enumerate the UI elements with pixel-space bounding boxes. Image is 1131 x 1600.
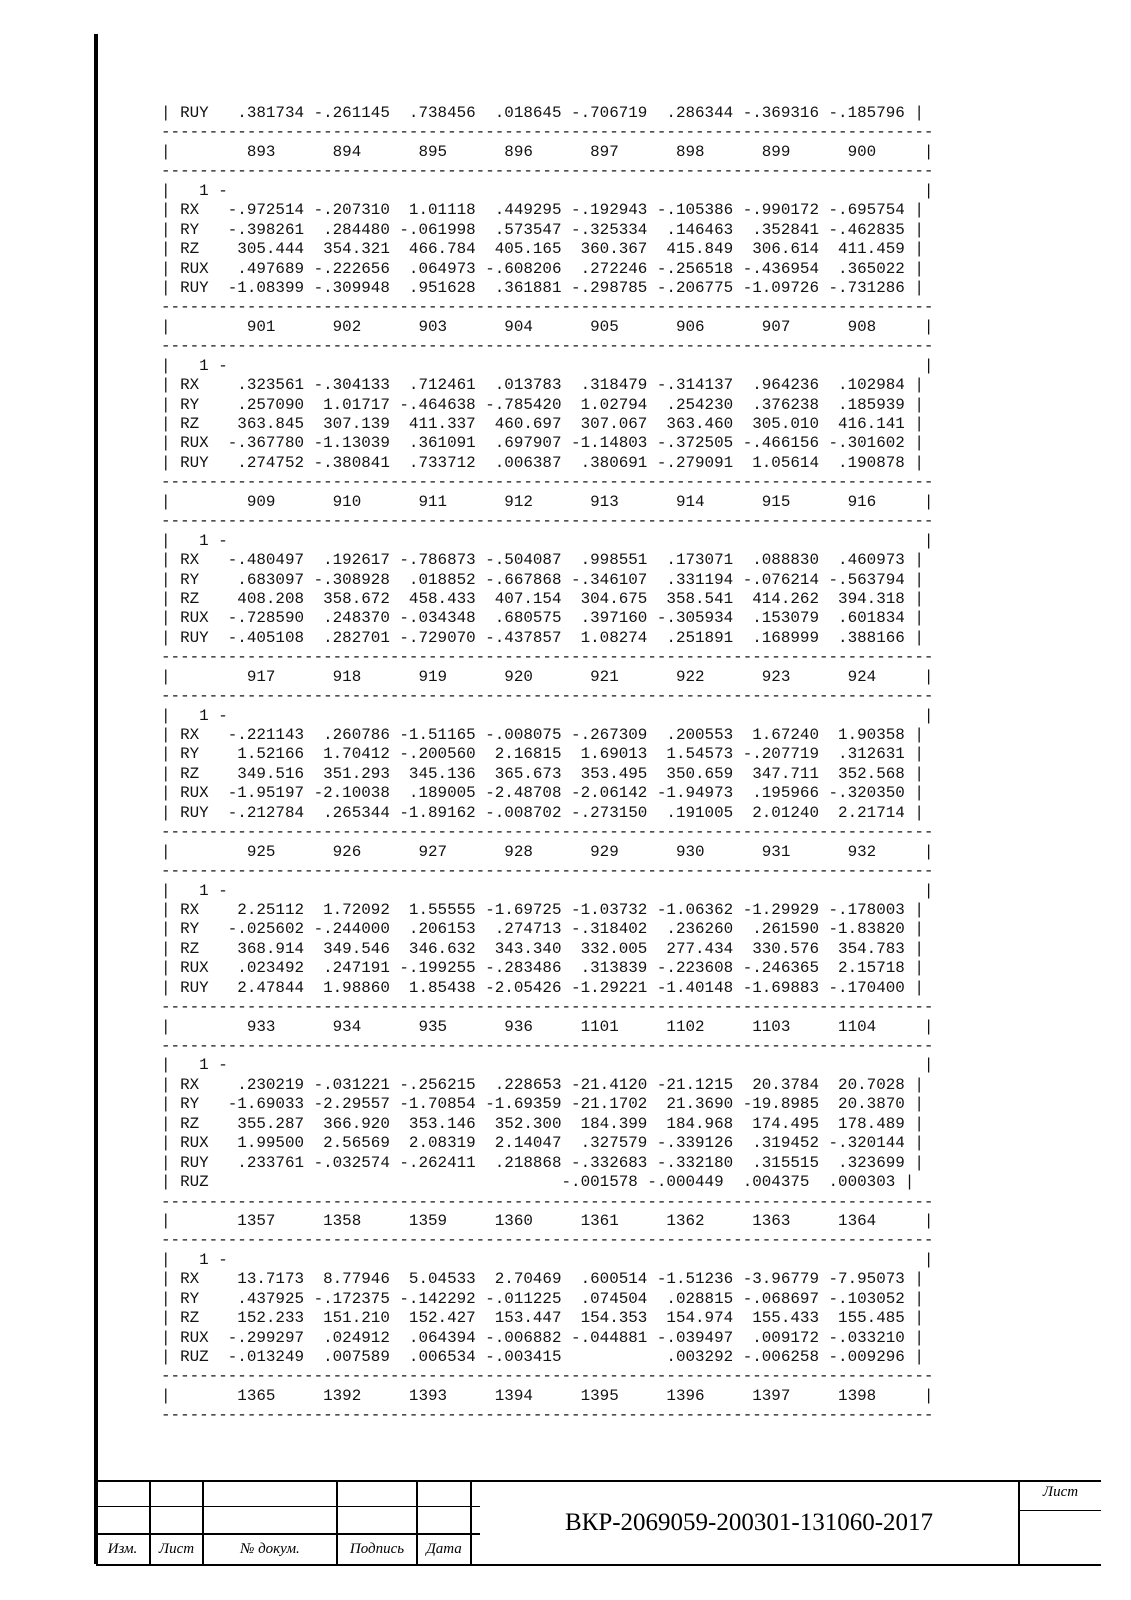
listing-line: | RY -.025602 -.244000 .206153 .274713 -.318402 .236260 .261590 -1.83820 | <box>161 920 924 939</box>
listing-line: --------------------------------------------------------------------------------- <box>161 998 934 1017</box>
listing-line: | RY .437925 -.172375 -.142292 -.011225 .074504 .028815 -.068697 -.103052 | <box>161 1289 924 1308</box>
title-block <box>96 1480 1101 1566</box>
listing-line: | RZ 349.516 351.293 345.136 365.673 353.495 350.659 347.711 352.568 | <box>161 764 924 783</box>
listing-line: | 917 918 919 920 921 922 923 924 | <box>161 667 934 686</box>
listing-line: | 1357 1358 1359 1360 1361 1362 1363 1364 | <box>161 1211 934 1230</box>
listing-line: | RUX .023492 .247191 -.199255 -.283486 .313839 -.223608 -.246365 2.15718 | <box>161 959 924 978</box>
listing-line: | RUY .274752 -.380841 .733712 .006387 .380691 -.279091 1.05614 .190878 | <box>161 453 924 472</box>
listing-line: | 1 - | <box>161 181 934 200</box>
listing-line: | RZ 363.845 307.139 411.337 460.697 307.067 363.460 305.010 416.141 | <box>161 415 924 433</box>
listing-line: | RY -.398261 .284480 -.061998 .573547 -.325334 .146463 .352841 -.462835 | <box>161 220 924 239</box>
listing-line: | 1 - | <box>161 881 934 900</box>
listing-line: --------------------------------------------------------------------------------- <box>161 1231 934 1250</box>
listing-line: | 893 894 895 896 897 898 899 900 | <box>161 142 934 161</box>
listing-line: | RUZ -.001578 -.000449 .004375 .000303 | <box>161 1173 915 1192</box>
output-listing <box>161 104 933 1426</box>
listing-line: | RUY -1.08399 -.309948 .951628 .361881 -.298785 -.206775 -1.09726 -.731286 | <box>161 278 924 297</box>
listing-line: | RUX -.299297 .024912 .064394 -.006882 -.044881 -.039497 .009172 -.033210 | <box>161 1328 924 1347</box>
listing-line: | 925 926 927 928 929 930 931 932 | <box>161 842 934 861</box>
listing-line: | 1 - | <box>161 1056 934 1075</box>
listing-line: --------------------------------------------------------------------------------- <box>161 512 934 531</box>
listing-line: | RUY -.212784 .265344 -1.89162 -.008702 -.273150 .191005 2.01240 2.21714 | <box>161 803 924 822</box>
listing-line: | RZ 408.208 358.672 458.433 407.154 304.675 358.541 414.262 394.318 | <box>161 589 924 608</box>
listing-line: | 909 910 911 912 913 914 915 916 | <box>161 492 934 511</box>
listing-line: --------------------------------------------------------------------------------- <box>161 473 934 492</box>
listing-line: --------------------------------------------------------------------------------- <box>161 687 934 706</box>
listing-line: | RY .683097 -.308928 .018852 -.667868 -.346107 .331194 -.076214 -.563794 | <box>161 570 924 589</box>
stamp-list-label: Лист <box>158 1541 195 1557</box>
listing-line: | RY .257090 1.01717 -.464638 -.785420 1.02794 .254230 .376238 .185939 | <box>161 395 924 414</box>
listing-line: | RX -.480497 .192617 -.786873 -.504087 .998551 .173071 .088830 .460973 | <box>161 551 924 570</box>
listing-line: | RUY 2.47844 1.98860 1.85438 -2.05426 -1.29221 -1.40148 -1.69883 -.170400 | <box>161 978 924 997</box>
listing-line: | 1365 1392 1393 1394 1395 1396 1397 1398 | <box>161 1386 934 1405</box>
listing-line: | RZ 305.444 354.321 466.784 405.165 360.367 415.849 306.614 411.459 | <box>161 240 924 259</box>
listing-line: | RUY -.405108 .282701 -.729070 -.437857 1.08274 .251891 .168999 .388166 | <box>161 628 924 647</box>
listing-line: | RX 13.7173 8.77946 5.04533 2.70469 .600514 -1.51236 -3.96779 -7.95073 | <box>161 1270 924 1289</box>
frame-left-border <box>94 34 98 1564</box>
listing-line: --------------------------------------------------------------------------------- <box>161 1037 934 1055</box>
stamp-doc-number-label: № докум. <box>240 1541 300 1557</box>
listing-line: | 1 - | <box>161 356 934 375</box>
listing-line: --------------------------------------------------------------------------------- <box>161 1192 934 1211</box>
listing-line: | RZ 152.233 151.210 152.427 153.447 154.353 154.974 155.433 155.485 | <box>161 1309 924 1328</box>
listing-line: | RUX -.367780 -1.13039 .361091 .697907 -1.14803 -.372505 -.466156 -.301602 | <box>161 434 924 453</box>
stamp-col-5 <box>470 1480 472 1566</box>
listing-line: --------------------------------------------------------------------------------- <box>161 1367 934 1386</box>
listing-line: | 901 902 903 904 905 906 907 908 | <box>161 317 934 336</box>
stamp-sheet-label: Лист <box>1042 1484 1079 1500</box>
listing-line: | RX -.221143 .260786 -1.51165 -.008075 -.267309 .200553 1.67240 1.90358 | <box>161 726 924 744</box>
listing-line: | RX 2.25112 1.72092 1.55555 -1.69725 -1.03732 -1.06362 -1.29929 -.178003 | <box>161 900 924 919</box>
listing-line: | RY -1.69033 -2.29557 -1.70854 -1.69359 -21.1702 21.3690 -19.8985 20.3870 | <box>161 1095 924 1114</box>
listing-line: | RUX .497689 -.222656 .064973 -.608206 .272246 -.256518 -.436954 .365022 | <box>161 259 924 278</box>
listing-line: | RX .230219 -.031221 -.256215 .228653 -21.4120 -21.1215 20.3784 20.7028 | <box>161 1075 924 1094</box>
listing-line: --------------------------------------------------------------------------------- <box>161 337 934 356</box>
stamp-izm-label: Изм. <box>107 1541 138 1557</box>
listing-line: | RUY .233761 -.032574 -.262411 .218868 -.332683 -.332180 .315515 .323699 | <box>161 1153 924 1172</box>
listing-line: | RUZ -.013249 .007589 .006534 -.003415 .003292 -.006258 -.009296 | <box>161 1348 924 1366</box>
document-code: ВКР-2069059-200301-131060-2017 <box>564 1509 934 1536</box>
stamp-date-label: Дата <box>426 1541 462 1557</box>
listing-line: | 1 - | <box>161 1250 934 1269</box>
listing-line: | 933 934 935 936 1101 1102 1103 1104 | <box>161 1017 934 1036</box>
listing-line: --------------------------------------------------------------------------------- <box>161 162 934 181</box>
listing-line: | RZ 368.914 349.546 346.632 343.340 332.005 277.434 330.576 354.783 | <box>161 939 924 958</box>
listing-line: --------------------------------------------------------------------------------- <box>161 862 934 881</box>
listing-line: | RUX -1.95197 -2.10038 .189005 -2.48708 -2.06142 -1.94973 .195966 -.320350 | <box>161 784 924 803</box>
listing-line: --------------------------------------------------------------------------------- <box>161 298 934 317</box>
listing-line: --------------------------------------------------------------------------------- <box>161 823 934 842</box>
listing-line: --------------------------------------------------------------------------------- <box>161 648 934 667</box>
listing-line: | RUX 1.99500 2.56569 2.08319 2.14047 .327579 -.339126 .319452 -.320144 | <box>161 1134 924 1153</box>
stamp-signature-label: Подпись <box>349 1541 405 1557</box>
listing-line: --------------------------------------------------------------------------------- <box>161 1406 934 1425</box>
listing-line: | RUX -.728590 .248370 -.034348 .680575 .397160 -.305934 .153079 .601834 | <box>161 609 924 628</box>
stamp-line-row1 <box>96 1506 480 1507</box>
listing-line: | 1 - | <box>161 531 934 550</box>
stamp-line-sheet <box>1020 1510 1101 1511</box>
listing-line: | RUY .381734 -.261145 .738456 .018645 -.706719 .286344 -.369316 -.185796 | <box>161 104 924 122</box>
listing-line: | RX -.972514 -.207310 1.01118 .449295 -.192943 -.105386 -.990172 -.695754 | <box>161 201 924 220</box>
listing-line: | RY 1.52166 1.70412 -.200560 2.16815 1.69013 1.54573 -.207719 .312631 | <box>161 745 924 764</box>
listing-line: | RZ 355.287 366.920 353.146 352.300 184.399 184.968 174.495 178.489 | <box>161 1114 924 1133</box>
listing-line: | 1 - | <box>161 706 934 725</box>
listing-line: | RX .323561 -.304133 .712461 .013783 .318479 -.314137 .964236 .102984 | <box>161 376 924 395</box>
stamp-line-row2 <box>96 1533 480 1535</box>
listing-line: --------------------------------------------------------------------------------- <box>161 123 934 142</box>
